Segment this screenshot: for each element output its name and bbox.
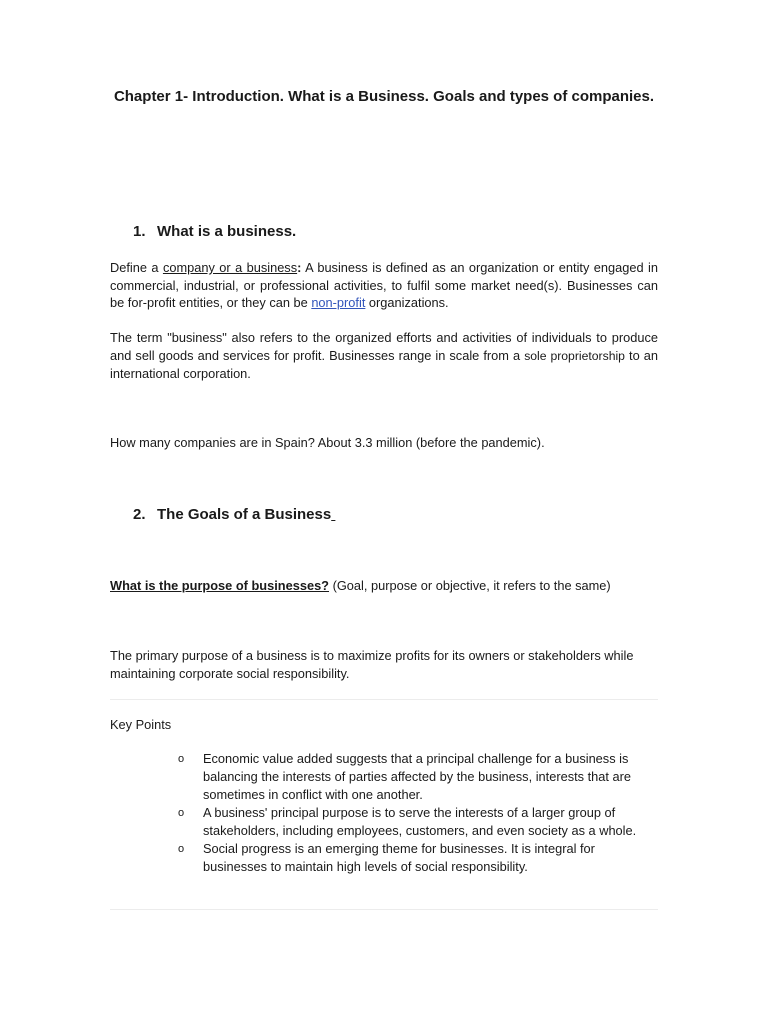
section-2-heading — [133, 505, 335, 525]
definition-end: organizations. — [365, 295, 449, 310]
definition-text: A business is defined as an organization or entity engaged in commercial, industrial, or professional activities, to fulfil some market need(s). Businesses can be for-profit entities, or they can be — [110, 260, 658, 310]
bullet-circle-icon: o — [178, 807, 185, 819]
section-1-heading — [133, 222, 296, 242]
bottom-divider — [110, 909, 658, 910]
business-term-text: The term "business" also refers to the organized efforts and activities of individuals to produce and sell goods and services for profit. Businesses range in scale from a — [110, 330, 658, 363]
non-profit-link[interactable]: non-profit — [311, 295, 366, 310]
heading-underscore — [331, 506, 335, 523]
purpose-question: What is the purpose of businesses? — [110, 578, 330, 593]
top-divider — [110, 699, 658, 700]
list-item — [178, 750, 658, 804]
company-term: company or a business — [162, 260, 298, 275]
key-point-text: Social progress is an emerging theme for businesses. It is integral for businesses to maintain high levels of social responsibility. — [203, 841, 595, 874]
definition-colon: : — [297, 260, 302, 275]
key-point-text: A business' principal purpose is to serve the interests of a larger group of stakeholders, including employees, customers, and even society as a whole. — [203, 805, 637, 838]
list-item — [178, 804, 658, 840]
spain-companies-paragraph: How many companies are in Spain? About 3.3 million (before the pandemic). — [110, 435, 545, 450]
purpose-question-note: (Goal, purpose or objective, it refers to the same) — [329, 578, 611, 593]
section-2-number: 2. — [133, 506, 146, 523]
bullet-circle-icon: o — [178, 843, 185, 855]
definition-lead: Define a — [110, 260, 163, 275]
section-1-heading-text: What is a business. — [157, 223, 297, 240]
business-term-paragraph — [110, 329, 658, 383]
section-1-number: 1. — [133, 223, 146, 240]
primary-purpose-paragraph: The primary purpose of a business is to maximize profits for its owners or stakeholders while maintaining corporate social responsibility. — [110, 648, 634, 681]
sole-proprietorship-term: sole proprietorship — [524, 348, 625, 363]
section-2-heading-text: The Goals of a Business — [157, 506, 332, 523]
key-points-list — [178, 750, 658, 876]
definition-paragraph — [110, 259, 658, 312]
list-item — [178, 840, 658, 876]
bullet-circle-icon: o — [178, 753, 185, 765]
purpose-question-paragraph — [110, 577, 658, 595]
business-term-end: to an international corporation. — [110, 347, 659, 381]
key-points-label: Key Points — [110, 717, 172, 732]
chapter-title: Chapter 1- Introduction. What is a Business. Goals and types of companies. — [113, 88, 655, 105]
key-point-text: Economic value added suggests that a principal challenge for a business is balancing the interests of parties affected by the business, interests that are sometimes in conflict with one another. — [203, 751, 632, 802]
